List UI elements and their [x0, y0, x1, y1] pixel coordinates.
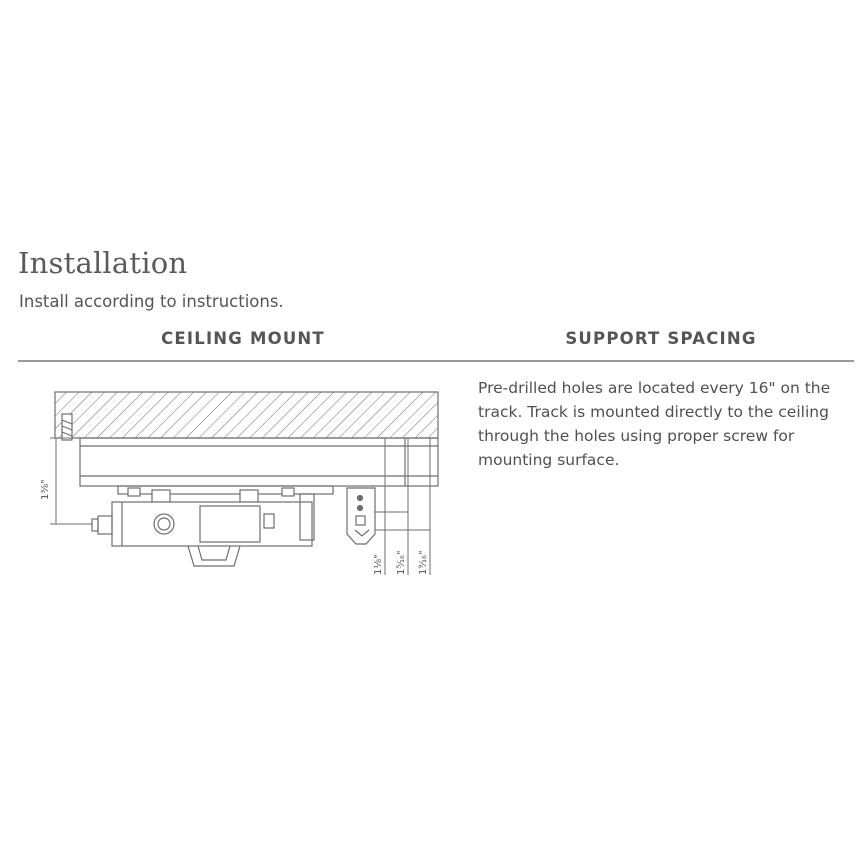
dimension-label-height: 1⅜" — [40, 479, 51, 500]
dimension-label-d2: 1⁵⁄₁₆" — [396, 550, 407, 575]
page-subtitle: Install according to instructions. — [19, 292, 284, 311]
section-divider — [18, 360, 854, 362]
anchor-screw-icon — [62, 414, 72, 440]
track-rail — [80, 438, 438, 486]
support-spacing-heading: SUPPORT SPACING — [565, 329, 757, 348]
ceiling-mount-heading: CEILING MOUNT — [161, 329, 325, 348]
ceiling-slab — [55, 392, 438, 438]
support-spacing-text: Pre-drilled holes are located every 16" on the track. Track is mounted directly to the ceiling through the holes using proper screw for mounting surface. — [478, 379, 831, 469]
trolley-carrier — [92, 486, 333, 566]
ceiling-mount-diagram — [0, 380, 470, 580]
dimension-label-d3: 1⁹⁄₁₆" — [418, 550, 429, 575]
dimension-label-d1: 1⅛" — [373, 554, 384, 575]
hanger-bracket — [347, 488, 375, 544]
page-title: Installation — [18, 246, 188, 280]
